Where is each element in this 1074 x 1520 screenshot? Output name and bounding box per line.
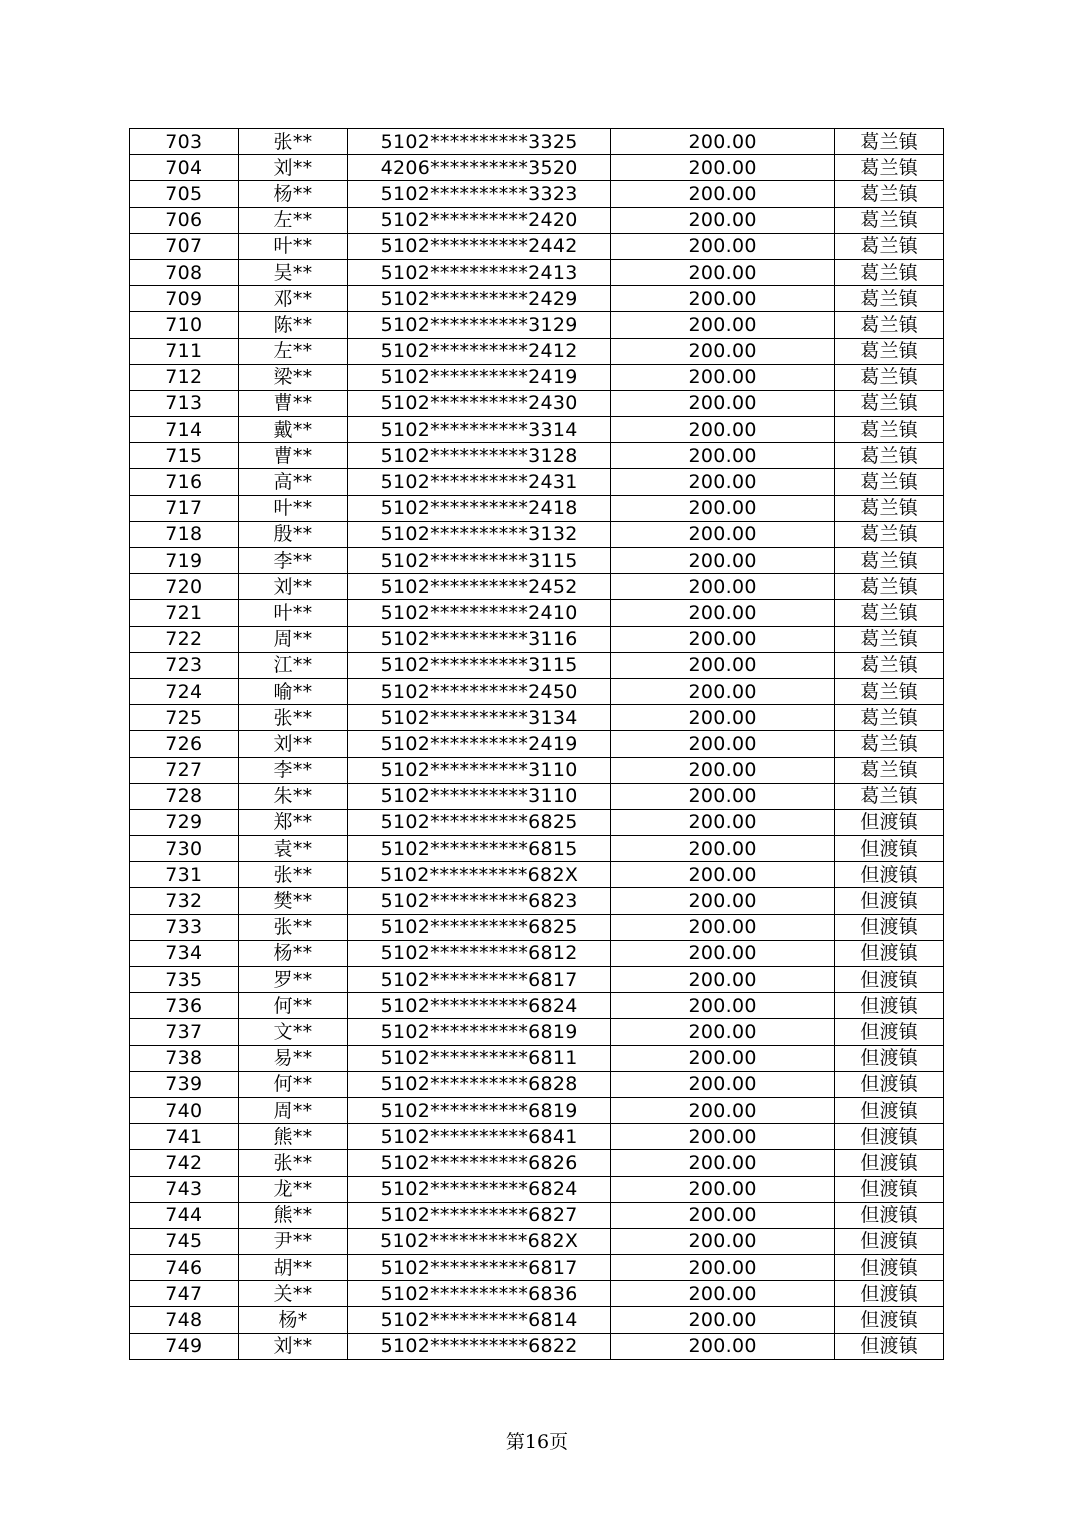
cell-amount: 200.00 [610, 967, 834, 993]
cell-serial-number: 730 [130, 836, 239, 862]
cell-id-number: 5102**********3116 [348, 626, 611, 652]
cell-amount: 200.00 [610, 1124, 834, 1150]
cell-name: 罗** [238, 967, 348, 993]
cell-amount: 200.00 [610, 521, 834, 547]
cell-name: 胡** [238, 1255, 348, 1281]
cell-serial-number: 748 [130, 1307, 239, 1333]
cell-amount: 200.00 [610, 443, 834, 469]
cell-name: 何** [238, 1071, 348, 1097]
cell-serial-number: 746 [130, 1255, 239, 1281]
cell-town: 葛兰镇 [835, 678, 944, 704]
cell-serial-number: 712 [130, 364, 239, 390]
cell-amount: 200.00 [610, 548, 834, 574]
cell-amount: 200.00 [610, 888, 834, 914]
cell-town: 但渡镇 [835, 1176, 944, 1202]
cell-amount: 200.00 [610, 731, 834, 757]
cell-town: 葛兰镇 [835, 207, 944, 233]
cell-name: 张** [238, 862, 348, 888]
cell-name: 张** [238, 1150, 348, 1176]
cell-id-number: 5102**********3115 [348, 652, 611, 678]
cell-serial-number: 731 [130, 862, 239, 888]
table-row [130, 312, 944, 338]
cell-name: 袁** [238, 836, 348, 862]
cell-town: 葛兰镇 [835, 312, 944, 338]
cell-name: 张** [238, 705, 348, 731]
table-row [130, 259, 944, 285]
cell-name: 张** [238, 914, 348, 940]
cell-town: 但渡镇 [835, 1333, 944, 1359]
cell-town: 但渡镇 [835, 888, 944, 914]
cell-amount: 200.00 [610, 286, 834, 312]
cell-serial-number: 737 [130, 1019, 239, 1045]
cell-name: 梁** [238, 364, 348, 390]
table-row [130, 181, 944, 207]
cell-town: 但渡镇 [835, 914, 944, 940]
cell-serial-number: 742 [130, 1150, 239, 1176]
cell-town: 但渡镇 [835, 1281, 944, 1307]
cell-serial-number: 749 [130, 1333, 239, 1359]
table-row [130, 495, 944, 521]
cell-id-number: 5102**********6826 [348, 1150, 611, 1176]
cell-amount: 200.00 [610, 390, 834, 416]
cell-name: 何** [238, 993, 348, 1019]
table-row [130, 233, 944, 259]
table-row [130, 390, 944, 416]
table-row [130, 129, 944, 155]
table-row [130, 1019, 944, 1045]
table-row [130, 757, 944, 783]
table-row [130, 705, 944, 731]
cell-town: 葛兰镇 [835, 469, 944, 495]
cell-id-number: 5102**********3134 [348, 705, 611, 731]
cell-name: 熊** [238, 1124, 348, 1150]
cell-town: 但渡镇 [835, 1202, 944, 1228]
cell-town: 葛兰镇 [835, 495, 944, 521]
cell-id-number: 5102**********3325 [348, 129, 611, 155]
cell-amount: 200.00 [610, 1307, 834, 1333]
cell-id-number: 5102**********682X [348, 862, 611, 888]
cell-amount: 200.00 [610, 678, 834, 704]
cell-serial-number: 723 [130, 652, 239, 678]
cell-town: 葛兰镇 [835, 417, 944, 443]
cell-amount: 200.00 [610, 940, 834, 966]
cell-id-number: 5102**********3314 [348, 417, 611, 443]
cell-serial-number: 741 [130, 1124, 239, 1150]
cell-amount: 200.00 [610, 809, 834, 835]
table-row [130, 1124, 944, 1150]
cell-id-number: 5102**********6817 [348, 967, 611, 993]
cell-amount: 200.00 [610, 181, 834, 207]
cell-name: 尹** [238, 1228, 348, 1254]
cell-serial-number: 743 [130, 1176, 239, 1202]
cell-name: 陈** [238, 312, 348, 338]
cell-town: 葛兰镇 [835, 129, 944, 155]
cell-amount: 200.00 [610, 1333, 834, 1359]
table-row [130, 993, 944, 1019]
table-row [130, 967, 944, 993]
cell-serial-number: 726 [130, 731, 239, 757]
cell-serial-number: 740 [130, 1097, 239, 1123]
cell-id-number: 5102**********6819 [348, 1019, 611, 1045]
table-row [130, 521, 944, 547]
cell-name: 叶** [238, 233, 348, 259]
cell-amount: 200.00 [610, 574, 834, 600]
cell-amount: 200.00 [610, 417, 834, 443]
cell-serial-number: 718 [130, 521, 239, 547]
cell-name: 熊** [238, 1202, 348, 1228]
cell-amount: 200.00 [610, 1255, 834, 1281]
cell-id-number: 5102**********2420 [348, 207, 611, 233]
table-row [130, 1281, 944, 1307]
cell-amount: 200.00 [610, 1019, 834, 1045]
cell-town: 但渡镇 [835, 1307, 944, 1333]
cell-town: 葛兰镇 [835, 181, 944, 207]
cell-town: 葛兰镇 [835, 652, 944, 678]
cell-serial-number: 729 [130, 809, 239, 835]
cell-name: 张** [238, 129, 348, 155]
cell-name: 关** [238, 1281, 348, 1307]
cell-serial-number: 725 [130, 705, 239, 731]
cell-id-number: 5102**********6836 [348, 1281, 611, 1307]
cell-serial-number: 728 [130, 783, 239, 809]
cell-town: 葛兰镇 [835, 626, 944, 652]
cell-id-number: 5102**********3115 [348, 548, 611, 574]
cell-serial-number: 736 [130, 993, 239, 1019]
cell-id-number: 5102**********2410 [348, 600, 611, 626]
cell-name: 殷** [238, 521, 348, 547]
table-row [130, 1333, 944, 1359]
cell-name: 叶** [238, 600, 348, 626]
cell-town: 但渡镇 [835, 993, 944, 1019]
cell-amount: 200.00 [610, 207, 834, 233]
cell-amount: 200.00 [610, 1202, 834, 1228]
cell-amount: 200.00 [610, 338, 834, 364]
cell-name: 曹** [238, 443, 348, 469]
cell-town: 但渡镇 [835, 1124, 944, 1150]
table-row [130, 1228, 944, 1254]
table-row [130, 783, 944, 809]
cell-town: 但渡镇 [835, 1150, 944, 1176]
cell-serial-number: 708 [130, 259, 239, 285]
cell-id-number: 5102**********6828 [348, 1071, 611, 1097]
cell-name: 朱** [238, 783, 348, 809]
cell-id-number: 5102**********2419 [348, 364, 611, 390]
cell-id-number: 5102**********6819 [348, 1097, 611, 1123]
cell-town: 但渡镇 [835, 1071, 944, 1097]
cell-serial-number: 724 [130, 678, 239, 704]
cell-name: 杨** [238, 181, 348, 207]
cell-amount: 200.00 [610, 259, 834, 285]
cell-id-number: 5102**********2431 [348, 469, 611, 495]
cell-id-number: 5102**********2418 [348, 495, 611, 521]
table-row [130, 809, 944, 835]
cell-id-number: 5102**********2442 [348, 233, 611, 259]
cell-id-number: 5102**********6822 [348, 1333, 611, 1359]
table-row [130, 548, 944, 574]
cell-name: 吴** [238, 259, 348, 285]
cell-town: 葛兰镇 [835, 600, 944, 626]
cell-serial-number: 734 [130, 940, 239, 966]
cell-serial-number: 745 [130, 1228, 239, 1254]
cell-amount: 200.00 [610, 469, 834, 495]
cell-serial-number: 703 [130, 129, 239, 155]
cell-id-number: 5102**********6827 [348, 1202, 611, 1228]
table-row [130, 1150, 944, 1176]
cell-serial-number: 710 [130, 312, 239, 338]
cell-name: 刘** [238, 731, 348, 757]
cell-town: 葛兰镇 [835, 731, 944, 757]
cell-town: 但渡镇 [835, 836, 944, 862]
table-row [130, 600, 944, 626]
cell-id-number: 5102**********6824 [348, 993, 611, 1019]
table-row [130, 940, 944, 966]
cell-id-number: 5102**********3129 [348, 312, 611, 338]
cell-amount: 200.00 [610, 993, 834, 1019]
cell-name: 喻** [238, 678, 348, 704]
cell-serial-number: 720 [130, 574, 239, 600]
cell-id-number: 5102**********682X [348, 1228, 611, 1254]
cell-town: 但渡镇 [835, 1045, 944, 1071]
cell-town: 但渡镇 [835, 1228, 944, 1254]
cell-serial-number: 704 [130, 155, 239, 181]
cell-town: 葛兰镇 [835, 521, 944, 547]
table-row [130, 914, 944, 940]
cell-serial-number: 713 [130, 390, 239, 416]
cell-name: 左** [238, 207, 348, 233]
cell-id-number: 5102**********3132 [348, 521, 611, 547]
cell-amount: 200.00 [610, 836, 834, 862]
cell-serial-number: 719 [130, 548, 239, 574]
cell-town: 但渡镇 [835, 809, 944, 835]
table-row [130, 1202, 944, 1228]
cell-serial-number: 738 [130, 1045, 239, 1071]
cell-amount: 200.00 [610, 1281, 834, 1307]
table-row [130, 443, 944, 469]
cell-serial-number: 744 [130, 1202, 239, 1228]
cell-amount: 200.00 [610, 1097, 834, 1123]
cell-amount: 200.00 [610, 312, 834, 338]
table-row [130, 286, 944, 312]
cell-amount: 200.00 [610, 1045, 834, 1071]
cell-town: 葛兰镇 [835, 259, 944, 285]
cell-serial-number: 732 [130, 888, 239, 914]
cell-town: 葛兰镇 [835, 705, 944, 731]
cell-id-number: 5102**********6817 [348, 1255, 611, 1281]
table-row [130, 836, 944, 862]
table-row [130, 678, 944, 704]
cell-town: 葛兰镇 [835, 443, 944, 469]
cell-name: 刘** [238, 155, 348, 181]
cell-amount: 200.00 [610, 757, 834, 783]
cell-amount: 200.00 [610, 914, 834, 940]
cell-id-number: 5102**********6841 [348, 1124, 611, 1150]
table-row [130, 417, 944, 443]
cell-name: 高** [238, 469, 348, 495]
cell-name: 刘** [238, 1333, 348, 1359]
table-row [130, 469, 944, 495]
table-row [130, 1307, 944, 1333]
cell-amount: 200.00 [610, 783, 834, 809]
table-row [130, 862, 944, 888]
table-row [130, 1097, 944, 1123]
cell-town: 葛兰镇 [835, 233, 944, 259]
table-row [130, 574, 944, 600]
cell-id-number: 4206**********3520 [348, 155, 611, 181]
cell-town: 葛兰镇 [835, 338, 944, 364]
page-number: 第16页 [505, 1431, 569, 1453]
cell-town: 葛兰镇 [835, 155, 944, 181]
table-row [130, 207, 944, 233]
cell-name: 杨** [238, 940, 348, 966]
cell-town: 葛兰镇 [835, 286, 944, 312]
cell-amount: 200.00 [610, 129, 834, 155]
cell-amount: 200.00 [610, 495, 834, 521]
cell-town: 但渡镇 [835, 967, 944, 993]
cell-serial-number: 709 [130, 286, 239, 312]
cell-name: 郑** [238, 809, 348, 835]
cell-id-number: 5102**********2419 [348, 731, 611, 757]
cell-id-number: 5102**********2413 [348, 259, 611, 285]
cell-name: 李** [238, 757, 348, 783]
cell-id-number: 5102**********6825 [348, 809, 611, 835]
cell-id-number: 5102**********2429 [348, 286, 611, 312]
table-row [130, 1176, 944, 1202]
cell-amount: 200.00 [610, 600, 834, 626]
table-row [130, 626, 944, 652]
cell-serial-number: 735 [130, 967, 239, 993]
table-row [130, 888, 944, 914]
cell-serial-number: 747 [130, 1281, 239, 1307]
cell-id-number: 5102**********3110 [348, 783, 611, 809]
cell-town: 但渡镇 [835, 862, 944, 888]
cell-name: 周** [238, 1097, 348, 1123]
cell-amount: 200.00 [610, 364, 834, 390]
cell-id-number: 5102**********3128 [348, 443, 611, 469]
cell-name: 左** [238, 338, 348, 364]
cell-name: 周** [238, 626, 348, 652]
cell-id-number: 5102**********6824 [348, 1176, 611, 1202]
cell-town: 但渡镇 [835, 940, 944, 966]
cell-town: 葛兰镇 [835, 574, 944, 600]
cell-id-number: 5102**********6814 [348, 1307, 611, 1333]
cell-name: 樊** [238, 888, 348, 914]
cell-name: 邓** [238, 286, 348, 312]
cell-name: 杨* [238, 1307, 348, 1333]
cell-name: 江** [238, 652, 348, 678]
cell-name: 刘** [238, 574, 348, 600]
table-row [130, 652, 944, 678]
cell-serial-number: 706 [130, 207, 239, 233]
cell-serial-number: 707 [130, 233, 239, 259]
cell-id-number: 5102**********6825 [348, 914, 611, 940]
cell-name: 曹** [238, 390, 348, 416]
cell-amount: 200.00 [610, 862, 834, 888]
cell-amount: 200.00 [610, 652, 834, 678]
cell-town: 葛兰镇 [835, 757, 944, 783]
cell-serial-number: 715 [130, 443, 239, 469]
cell-serial-number: 721 [130, 600, 239, 626]
cell-serial-number: 714 [130, 417, 239, 443]
table-row [130, 364, 944, 390]
cell-id-number: 5102**********2452 [348, 574, 611, 600]
cell-name: 戴** [238, 417, 348, 443]
cell-serial-number: 727 [130, 757, 239, 783]
cell-amount: 200.00 [610, 626, 834, 652]
cell-name: 李** [238, 548, 348, 574]
cell-amount: 200.00 [610, 1176, 834, 1202]
cell-name: 易** [238, 1045, 348, 1071]
cell-id-number: 5102**********3110 [348, 757, 611, 783]
cell-serial-number: 722 [130, 626, 239, 652]
cell-id-number: 5102**********6811 [348, 1045, 611, 1071]
cell-id-number: 5102**********6815 [348, 836, 611, 862]
cell-serial-number: 733 [130, 914, 239, 940]
table-row [130, 1071, 944, 1097]
table-row [130, 155, 944, 181]
roster-body [130, 129, 944, 1360]
cell-serial-number: 716 [130, 469, 239, 495]
cell-id-number: 5102**********2450 [348, 678, 611, 704]
cell-id-number: 5102**********3323 [348, 181, 611, 207]
cell-amount: 200.00 [610, 155, 834, 181]
cell-id-number: 5102**********6823 [348, 888, 611, 914]
cell-town: 但渡镇 [835, 1097, 944, 1123]
cell-name: 叶** [238, 495, 348, 521]
cell-name: 龙** [238, 1176, 348, 1202]
cell-town: 但渡镇 [835, 1019, 944, 1045]
cell-town: 但渡镇 [835, 1255, 944, 1281]
table-row [130, 1045, 944, 1071]
table-row [130, 338, 944, 364]
table-row [130, 1255, 944, 1281]
cell-name: 文** [238, 1019, 348, 1045]
cell-amount: 200.00 [610, 705, 834, 731]
cell-id-number: 5102**********6812 [348, 940, 611, 966]
cell-town: 葛兰镇 [835, 390, 944, 416]
cell-serial-number: 711 [130, 338, 239, 364]
cell-amount: 200.00 [610, 233, 834, 259]
cell-town: 葛兰镇 [835, 548, 944, 574]
cell-serial-number: 739 [130, 1071, 239, 1097]
cell-town: 葛兰镇 [835, 783, 944, 809]
cell-town: 葛兰镇 [835, 364, 944, 390]
cell-serial-number: 717 [130, 495, 239, 521]
cell-id-number: 5102**********2430 [348, 390, 611, 416]
subsidy-roster-table [129, 128, 944, 1360]
cell-amount: 200.00 [610, 1228, 834, 1254]
cell-id-number: 5102**********2412 [348, 338, 611, 364]
cell-amount: 200.00 [610, 1150, 834, 1176]
table-row [130, 731, 944, 757]
cell-serial-number: 705 [130, 181, 239, 207]
cell-amount: 200.00 [610, 1071, 834, 1097]
